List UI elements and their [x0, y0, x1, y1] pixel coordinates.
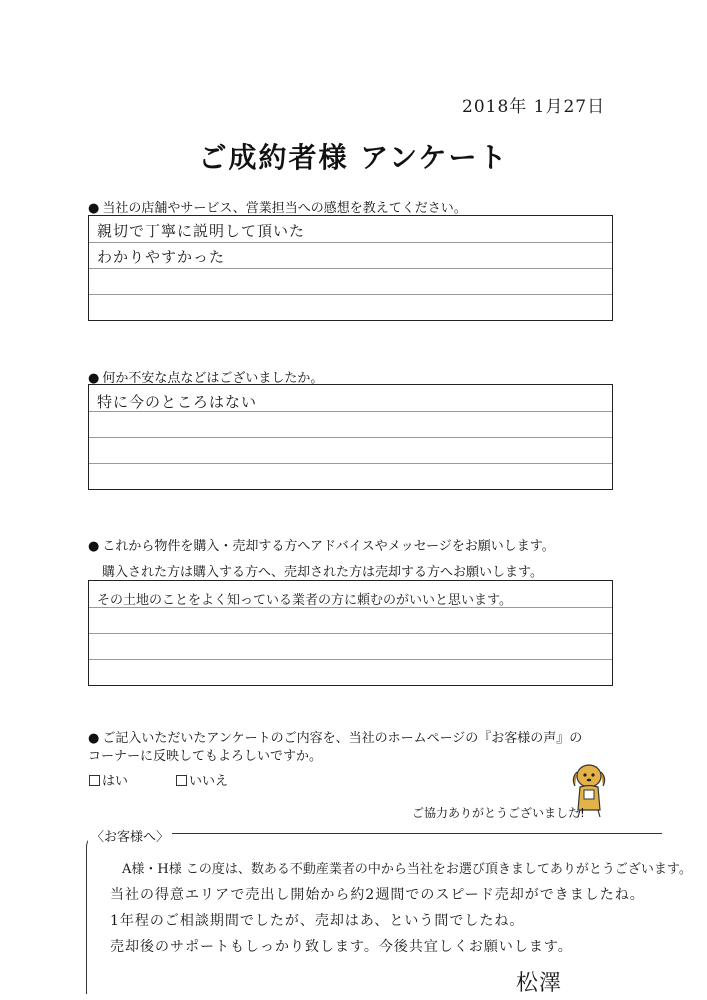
question-4-line-2: コーナーに反映してもよろしいですか。	[88, 749, 323, 764]
page-title: ご成約者様 アンケート	[198, 141, 509, 174]
survey-date: 2018年 1月27日	[462, 97, 606, 117]
answer-1-line-1: 親切で丁寧に説明して頂いた	[97, 222, 306, 240]
answer-box-3[interactable]	[88, 580, 613, 686]
option-yes[interactable]	[89, 770, 128, 789]
question-1-text: 当社の店舗やサービス、営業担当への感想を教えてください。	[102, 201, 467, 216]
option-no[interactable]	[176, 770, 228, 789]
answer-box-2[interactable]	[88, 384, 613, 490]
message-line-1: A様・H様 この度は、数ある不動産業者の中から当社をお選び頂きましてありがとうございます。	[122, 862, 692, 877]
signature: 松澤	[516, 971, 563, 996]
checkbox-icon[interactable]	[89, 775, 100, 786]
question-2-text: 何か不安な点などはございましたか。	[102, 371, 324, 386]
question-3-text: これから物件を購入・売却する方へアドバイスやメッセージをお願いします。	[102, 539, 555, 554]
message-line-4: 売却後のサポートもしっかり致します。今後共宜しくお願いします。	[110, 939, 573, 955]
option-yes-label: はい	[102, 774, 129, 789]
question-1	[88, 197, 467, 216]
question-3	[88, 535, 555, 554]
customer-label: 〈お客様へ〉	[88, 826, 172, 845]
bullet-icon: ●	[88, 539, 100, 554]
message-line-3: 1年程のご相談期間でしたが、売却はあ、という間でしたね。	[110, 913, 525, 929]
answer-3-line-1: その土地のことをよく知っている業者の方に頼むのがいいと思います。	[97, 593, 512, 608]
bullet-icon: ●	[88, 731, 100, 746]
answer-box-1[interactable]	[88, 215, 613, 321]
answer-1-line-2: わかりやすかった	[97, 248, 226, 266]
thanks-message: ご協力ありがとうございました!	[412, 806, 585, 820]
answer-2-line-1: 特に今のところはない	[97, 393, 258, 411]
checkbox-icon[interactable]	[176, 775, 187, 786]
message-line-2: 当社の得意エリアで売出し開始から約2週間でのスピード売却ができましたね。	[110, 887, 645, 903]
question-4-text: ご記入いただいたアンケートのご内容を、当社のホームページの『お客様の声』の	[102, 731, 583, 746]
question-3-line-2: 購入された方は購入する方へ、売却された方は売却する方へお願いします。	[102, 565, 543, 580]
bullet-icon: ●	[88, 371, 100, 386]
bullet-icon: ●	[88, 201, 100, 216]
option-no-label: いいえ	[189, 774, 229, 789]
question-4	[88, 727, 582, 746]
